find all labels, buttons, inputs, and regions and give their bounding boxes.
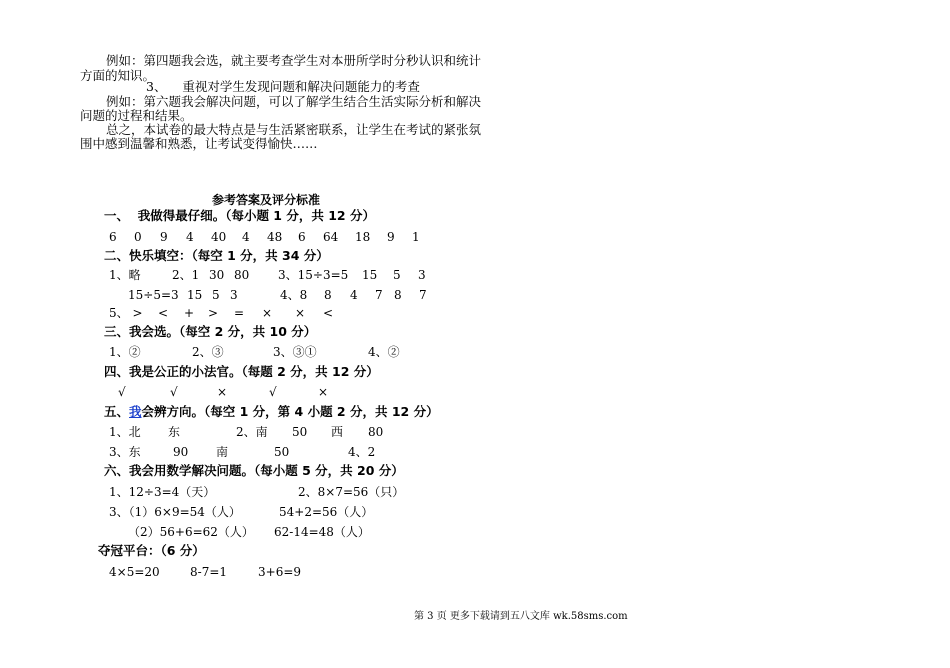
s1-ans-10: 18 bbox=[355, 230, 371, 244]
s5-r2-4: 50 bbox=[274, 445, 290, 459]
s7-ans-1: 4×5=20 bbox=[109, 565, 160, 579]
s5-r2-5: 4、2 bbox=[348, 445, 376, 459]
section-4-heading: 四、我是公正的小法官。（每题 2 分，共 12 分） bbox=[104, 364, 379, 379]
s2-r1-3: 30 bbox=[209, 268, 225, 282]
answer-key-title: 参考答案及评分标准 bbox=[212, 193, 321, 207]
s2-r3-4: > bbox=[208, 306, 219, 320]
s2-r2-7: 4 bbox=[350, 288, 358, 302]
section-5-heading-num: 五、 bbox=[104, 404, 130, 419]
s5-r1-2: 东 bbox=[168, 425, 181, 439]
page-footer: 第 3 页 更多下载请到五八文库 wk.58sms.com bbox=[414, 611, 628, 622]
s4-ans-4: √ bbox=[269, 385, 277, 399]
s2-r2-6: 8 bbox=[324, 288, 332, 302]
s6-r1-1: 1、12÷3=4（天） bbox=[109, 485, 216, 499]
s2-r3-3: + bbox=[184, 306, 195, 320]
s5-r1-4: 50 bbox=[292, 425, 308, 439]
section-7-heading: 夺冠平台：（6 分） bbox=[98, 543, 205, 558]
s6-r3-2: 62-14=48（人） bbox=[274, 525, 370, 539]
s4-ans-3: × bbox=[217, 385, 228, 399]
s6-r3-1: （2）56+6=62（人） bbox=[128, 525, 254, 539]
intro-line-4: 例如：第六题我会解决问题，可以了解学生结合生活实际分析和解决 bbox=[106, 94, 482, 109]
s5-r1-1: 1、北 bbox=[109, 425, 141, 439]
section-6-heading: 六、我会用数学解决问题。（每小题 5 分，共 20 分） bbox=[104, 463, 404, 478]
s1-ans-8: 6 bbox=[298, 230, 306, 244]
intro-line-1: 例如：第四题我会选，就主要考查学生对本册所学时分秒认识和统计 bbox=[106, 53, 482, 68]
s2-r1-4: 80 bbox=[234, 268, 250, 282]
s1-ans-11: 9 bbox=[387, 230, 395, 244]
s2-r1-8: 3 bbox=[418, 268, 426, 282]
section-3-heading: 三、我会选。（每空 2 分，共 10 分） bbox=[104, 324, 317, 339]
s5-r1-5: 西 bbox=[331, 425, 344, 439]
s3-ans-2: 2、③ bbox=[192, 345, 224, 359]
s2-r3-6: × bbox=[262, 306, 273, 320]
s2-r2-8: 7 bbox=[375, 288, 383, 302]
s2-r2-2: 15 bbox=[187, 288, 203, 302]
section-5-heading bbox=[104, 406, 439, 419]
section-5-heading-link[interactable]: 我 bbox=[129, 404, 142, 419]
s1-ans-1: 6 bbox=[109, 230, 117, 244]
intro-line-6: 总之，本试卷的最大特点是与生活紧密联系，让学生在考试的紧张氛 bbox=[106, 122, 482, 137]
intro-line-3: 3、 重视对学生发现问题和解决问题能力的考查 bbox=[146, 79, 420, 94]
s2-r2-1: 15÷5=3 bbox=[128, 288, 179, 302]
s4-ans-1: √ bbox=[118, 385, 126, 399]
intro-line-2: 方面的知识。 bbox=[80, 68, 156, 83]
s2-r2-9: 8 bbox=[394, 288, 402, 302]
s1-ans-3: 9 bbox=[160, 230, 168, 244]
s1-ans-2: 0 bbox=[134, 230, 142, 244]
s2-r2-3: 5 bbox=[212, 288, 220, 302]
s3-ans-1: 1、② bbox=[109, 345, 141, 359]
s2-r3-5: = bbox=[234, 306, 245, 320]
s2-r1-2: 2、1 bbox=[172, 268, 200, 282]
s2-r1-7: 5 bbox=[393, 268, 401, 282]
s5-r1-3: 2、南 bbox=[236, 425, 268, 439]
s1-ans-9: 64 bbox=[323, 230, 339, 244]
s2-r3-8: < bbox=[323, 306, 334, 320]
s3-ans-4: 4、② bbox=[368, 345, 400, 359]
s6-r1-2: 2、8×7=56（只） bbox=[298, 485, 405, 499]
s1-ans-6: 4 bbox=[242, 230, 250, 244]
s7-ans-3: 3+6=9 bbox=[258, 565, 302, 579]
s4-ans-2: √ bbox=[170, 385, 178, 399]
s5-r1-6: 80 bbox=[368, 425, 384, 439]
s2-r1-1: 1、略 bbox=[109, 268, 141, 282]
section-5-heading-rest: 会辨方向。（每空 1 分，第 4 小题 2 分，共 12 分） bbox=[141, 404, 439, 419]
s2-r1-6: 15 bbox=[362, 268, 378, 282]
s5-r2-2: 90 bbox=[173, 445, 189, 459]
intro-line-7: 围中感到温馨和熟悉，让考试变得愉快‥‥‥ bbox=[80, 136, 318, 151]
s6-r2-2: 54+2=56（人） bbox=[279, 505, 374, 519]
s2-r2-5: 4、8 bbox=[280, 288, 308, 302]
s5-r2-1: 3、东 bbox=[109, 445, 141, 459]
s1-ans-7: 48 bbox=[267, 230, 283, 244]
s2-r2-10: 7 bbox=[419, 288, 427, 302]
section-2-heading: 二、快乐填空：（每空 1 分，共 34 分） bbox=[104, 248, 329, 263]
s2-r3-2: < bbox=[158, 306, 169, 320]
s7-ans-2: 8-7=1 bbox=[190, 565, 228, 579]
s3-ans-3: 3、③① bbox=[273, 345, 317, 359]
s4-ans-5: × bbox=[318, 385, 329, 399]
s5-r2-3: 南 bbox=[216, 445, 229, 459]
section-1-heading: 一、 我做得最仔细。（每小题 1 分，共 12 分） bbox=[104, 208, 375, 223]
s2-r2-4: 3 bbox=[230, 288, 238, 302]
s6-r2-1: 3、（1）6×9=54（人） bbox=[109, 505, 241, 519]
s1-ans-4: 4 bbox=[186, 230, 194, 244]
s2-r3-7: × bbox=[295, 306, 306, 320]
s1-ans-12: 1 bbox=[412, 230, 420, 244]
s1-ans-5: 40 bbox=[211, 230, 227, 244]
s2-r1-5: 3、15÷3=5 bbox=[278, 268, 349, 282]
intro-line-5: 问题的过程和结果。 bbox=[80, 108, 193, 123]
s2-r3-1: 5、 > bbox=[109, 306, 143, 320]
